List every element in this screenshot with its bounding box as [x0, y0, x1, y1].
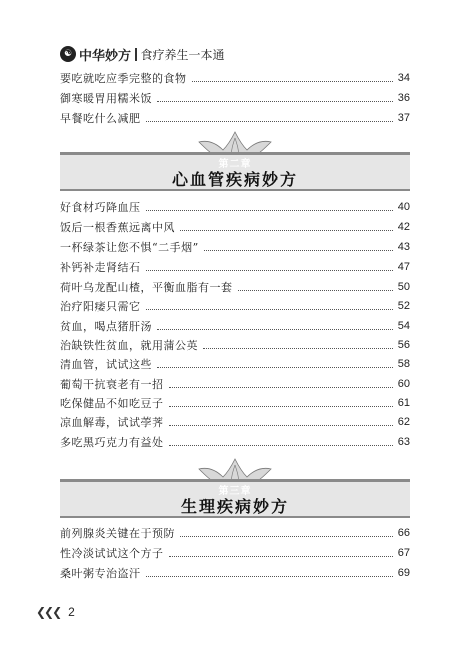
toc-entry[interactable] — [60, 259, 410, 275]
running-header — [60, 44, 225, 64]
toc-entry-page: 56 — [397, 339, 410, 351]
chapter-title: 生理疾病妙方 — [180, 497, 289, 516]
leader-dots — [169, 406, 393, 407]
toc-entry-title: 凉血解毒，试试荸荠 — [60, 416, 164, 429]
chapter-heading — [60, 455, 410, 517]
toc-entry[interactable] — [60, 565, 410, 581]
leader-dots — [180, 536, 393, 537]
toc-entry-title: 桑叶粥专治盗汗 — [60, 567, 141, 580]
toc-entry[interactable] — [60, 434, 410, 450]
toc-entry-page: 69 — [397, 567, 410, 579]
toc-entry-page: 62 — [397, 416, 410, 428]
toc-entry-page: 61 — [397, 397, 410, 409]
chevrons-left-icon: ❮❮❮ — [36, 605, 61, 619]
toc-entry[interactable] — [60, 219, 410, 235]
toc-entry-page: 67 — [397, 547, 410, 559]
toc-entry[interactable] — [60, 395, 410, 411]
toc-entry-title: 一杯绿茶让您不惧“二手烟” — [60, 241, 199, 254]
toc-entry[interactable] — [60, 318, 410, 334]
toc-entry-title: 吃保健品不如吃豆子 — [60, 397, 164, 410]
leader-dots — [169, 445, 393, 446]
leader-dots — [157, 367, 393, 368]
toc-entry-page: 58 — [397, 358, 410, 370]
leader-dots — [146, 270, 393, 271]
toc-entry-title: 御寒暖胃用糯米饭 — [60, 92, 152, 105]
header-divider — [135, 48, 137, 61]
toc-entry-title: 性冷淡试试这个方子 — [60, 547, 164, 560]
toc-entry-page: 37 — [397, 112, 410, 124]
toc-entry[interactable] — [60, 298, 410, 314]
toc-entry[interactable] — [60, 356, 410, 372]
toc-entry-page: 52 — [397, 300, 410, 312]
toc-entry-page: 42 — [397, 221, 410, 233]
toc-entry-page: 40 — [397, 201, 410, 213]
leader-dots — [192, 81, 393, 82]
toc-entry-title: 贫血，喝点猪肝汤 — [60, 320, 152, 333]
toc-entry[interactable] — [60, 110, 410, 126]
page-number: 2 — [68, 605, 75, 619]
toc-entry-page: 36 — [397, 92, 410, 104]
toc-entry[interactable] — [60, 239, 410, 255]
toc-entry[interactable] — [60, 545, 410, 561]
toc-entry-page: 47 — [397, 261, 410, 273]
leader-dots — [204, 250, 393, 251]
toc-entry-page: 54 — [397, 320, 410, 332]
leader-dots — [169, 387, 393, 388]
toc-entry[interactable] — [60, 90, 410, 106]
toc-entry-page: 43 — [397, 241, 410, 253]
toc-entry-title: 前列腺炎关键在于预防 — [60, 527, 175, 540]
toc-entry-title: 荷叶乌龙配山楂，平衡血脂有一套 — [60, 281, 233, 294]
chapter-label: 第三章 — [218, 486, 252, 497]
toc-entry-title: 补钙补走肾结石 — [60, 261, 141, 274]
chapter-heading — [60, 128, 410, 190]
book-subtitle: 食疗养生一本通 — [140, 47, 225, 62]
page-footer — [36, 604, 75, 620]
toc-entry-page: 66 — [397, 527, 410, 539]
leader-dots — [169, 425, 393, 426]
toc-entry[interactable] — [60, 70, 410, 86]
toc-entry[interactable] — [60, 199, 410, 215]
toc-entry-page: 60 — [397, 378, 410, 390]
toc-entry-title: 好食材巧降血压 — [60, 201, 141, 214]
chapter-title: 心血管疾病妙方 — [171, 170, 298, 189]
leader-dots — [146, 121, 393, 122]
leader-dots — [203, 348, 393, 349]
toc-entry-title: 治缺铁性贫血，就用蒲公英 — [60, 339, 198, 352]
toc-entry-title: 治疗阳痿只需它 — [60, 300, 141, 313]
toc-entry-title: 要吃就吃应季完整的食物 — [60, 72, 187, 85]
toc-entry-page: 50 — [397, 281, 410, 293]
leader-dots — [180, 230, 393, 231]
leader-dots — [146, 309, 393, 310]
toc-entry-title: 多吃黑巧克力有益处 — [60, 436, 164, 449]
leader-dots — [146, 210, 393, 211]
toc-entry-title: 早餐吃什么减肥 — [60, 112, 141, 125]
leader-dots — [238, 290, 393, 291]
leader-dots — [146, 576, 393, 577]
toc-entry[interactable] — [60, 337, 410, 353]
chapter-label: 第二章 — [218, 159, 252, 170]
toc-entry-title: 清血管，试试这些 — [60, 358, 152, 371]
toc-entry-page: 34 — [397, 72, 410, 84]
brand-logo-icon: ☯ — [60, 46, 76, 62]
leader-dots — [157, 329, 393, 330]
leader-dots — [169, 556, 393, 557]
toc-entry[interactable] — [60, 414, 410, 430]
toc-entry-title: 葡萄干抗衰老有一招 — [60, 378, 164, 391]
toc-entry[interactable] — [60, 525, 410, 541]
brand-name: 中华妙方 — [79, 48, 132, 64]
toc-entry-page: 63 — [397, 436, 410, 448]
toc-entry[interactable] — [60, 279, 410, 295]
leader-dots — [157, 101, 393, 102]
toc-entry[interactable] — [60, 376, 410, 392]
toc-entry-title: 饭后一根香蕉远离中风 — [60, 221, 175, 234]
